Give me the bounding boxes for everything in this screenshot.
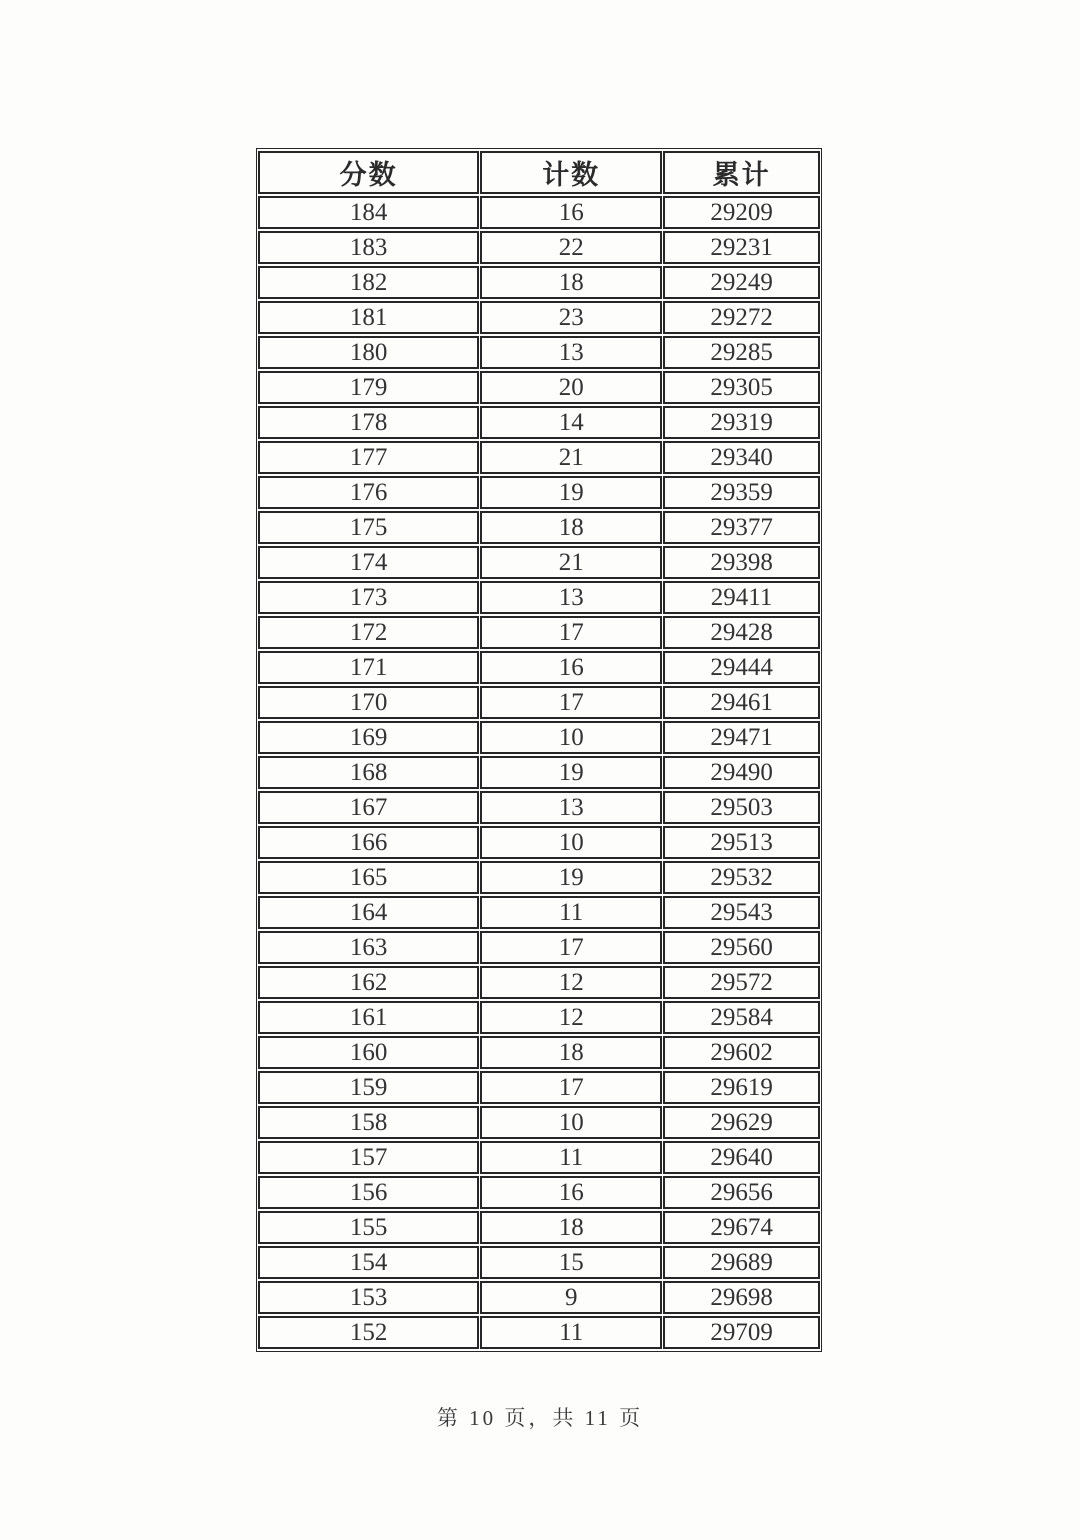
score-cell: 180 bbox=[258, 336, 479, 369]
table-row bbox=[258, 301, 820, 334]
table-row bbox=[258, 1141, 820, 1174]
count-cell: 19 bbox=[480, 756, 662, 789]
cumulative-cell: 29398 bbox=[663, 546, 820, 579]
count-cell: 23 bbox=[480, 301, 662, 334]
count-cell: 18 bbox=[480, 1211, 662, 1244]
cumulative-cell: 29656 bbox=[663, 1176, 820, 1209]
table-header-row bbox=[258, 151, 820, 194]
score-cell: 169 bbox=[258, 721, 479, 754]
count-cell: 9 bbox=[480, 1281, 662, 1314]
table-row bbox=[258, 1071, 820, 1104]
score-cell: 152 bbox=[258, 1316, 479, 1349]
table-row bbox=[258, 581, 820, 614]
score-cell: 181 bbox=[258, 301, 479, 334]
table-row bbox=[258, 266, 820, 299]
score-cell: 153 bbox=[258, 1281, 479, 1314]
count-cell: 15 bbox=[480, 1246, 662, 1279]
cumulative-cell: 29272 bbox=[663, 301, 820, 334]
score-cell: 162 bbox=[258, 966, 479, 999]
cumulative-cell: 29640 bbox=[663, 1141, 820, 1174]
count-cell: 19 bbox=[480, 476, 662, 509]
cumulative-cell: 29209 bbox=[663, 196, 820, 229]
table-row bbox=[258, 826, 820, 859]
count-cell: 10 bbox=[480, 721, 662, 754]
score-cell: 154 bbox=[258, 1246, 479, 1279]
cumulative-cell: 29249 bbox=[663, 266, 820, 299]
table-row bbox=[258, 476, 820, 509]
count-cell: 19 bbox=[480, 861, 662, 894]
cumulative-cell: 29543 bbox=[663, 896, 820, 929]
table-row bbox=[258, 791, 820, 824]
cumulative-cell: 29490 bbox=[663, 756, 820, 789]
score-cell: 184 bbox=[258, 196, 479, 229]
table-row bbox=[258, 231, 820, 264]
count-cell: 13 bbox=[480, 791, 662, 824]
count-cell: 17 bbox=[480, 1071, 662, 1104]
table-row bbox=[258, 966, 820, 999]
cumulative-cell: 29674 bbox=[663, 1211, 820, 1244]
score-cell: 175 bbox=[258, 511, 479, 544]
table-row bbox=[258, 546, 820, 579]
count-cell: 11 bbox=[480, 896, 662, 929]
count-cell: 21 bbox=[480, 546, 662, 579]
score-cell: 182 bbox=[258, 266, 479, 299]
table-row bbox=[258, 1316, 820, 1349]
cumulative-cell: 29461 bbox=[663, 686, 820, 719]
count-cell: 13 bbox=[480, 336, 662, 369]
score-cell: 167 bbox=[258, 791, 479, 824]
table-row bbox=[258, 1211, 820, 1244]
cumulative-cell: 29377 bbox=[663, 511, 820, 544]
count-cell: 20 bbox=[480, 371, 662, 404]
score-cell: 161 bbox=[258, 1001, 479, 1034]
cumulative-cell: 29340 bbox=[663, 441, 820, 474]
cumulative-cell: 29428 bbox=[663, 616, 820, 649]
table-row bbox=[258, 441, 820, 474]
score-cell: 172 bbox=[258, 616, 479, 649]
table-row bbox=[258, 861, 820, 894]
score-cell: 163 bbox=[258, 931, 479, 964]
count-cell: 17 bbox=[480, 686, 662, 719]
score-cell: 166 bbox=[258, 826, 479, 859]
table-row bbox=[258, 511, 820, 544]
column-header-cumulative: 累计 bbox=[663, 151, 820, 194]
score-cell: 170 bbox=[258, 686, 479, 719]
table-row bbox=[258, 931, 820, 964]
cumulative-cell: 29285 bbox=[663, 336, 820, 369]
cumulative-cell: 29305 bbox=[663, 371, 820, 404]
score-cell: 183 bbox=[258, 231, 479, 264]
table-row bbox=[258, 336, 820, 369]
score-cell: 168 bbox=[258, 756, 479, 789]
score-cell: 179 bbox=[258, 371, 479, 404]
page-footer: 第 10 页，共 11 页 bbox=[436, 1406, 644, 1430]
count-cell: 16 bbox=[480, 651, 662, 684]
table-row bbox=[258, 1001, 820, 1034]
table-row bbox=[258, 1246, 820, 1279]
count-cell: 18 bbox=[480, 1036, 662, 1069]
count-cell: 16 bbox=[480, 1176, 662, 1209]
table-row bbox=[258, 651, 820, 684]
score-cell: 177 bbox=[258, 441, 479, 474]
cumulative-cell: 29602 bbox=[663, 1036, 820, 1069]
table-row bbox=[258, 1176, 820, 1209]
score-cell: 164 bbox=[258, 896, 479, 929]
score-cell: 156 bbox=[258, 1176, 479, 1209]
count-cell: 11 bbox=[480, 1141, 662, 1174]
table-row bbox=[258, 756, 820, 789]
cumulative-cell: 29411 bbox=[663, 581, 820, 614]
count-cell: 14 bbox=[480, 406, 662, 439]
score-cell: 160 bbox=[258, 1036, 479, 1069]
cumulative-cell: 29709 bbox=[663, 1316, 820, 1349]
score-cell: 165 bbox=[258, 861, 479, 894]
table-row bbox=[258, 196, 820, 229]
cumulative-cell: 29698 bbox=[663, 1281, 820, 1314]
cumulative-cell: 29471 bbox=[663, 721, 820, 754]
count-cell: 22 bbox=[480, 231, 662, 264]
score-cell: 176 bbox=[258, 476, 479, 509]
score-cell: 171 bbox=[258, 651, 479, 684]
table-row bbox=[258, 1281, 820, 1314]
count-cell: 18 bbox=[480, 266, 662, 299]
count-cell: 17 bbox=[480, 616, 662, 649]
score-cell: 173 bbox=[258, 581, 479, 614]
count-cell: 21 bbox=[480, 441, 662, 474]
cumulative-cell: 29619 bbox=[663, 1071, 820, 1104]
count-cell: 18 bbox=[480, 511, 662, 544]
count-cell: 17 bbox=[480, 931, 662, 964]
table-row bbox=[258, 371, 820, 404]
cumulative-cell: 29629 bbox=[663, 1106, 820, 1139]
cumulative-cell: 29444 bbox=[663, 651, 820, 684]
score-distribution-table bbox=[256, 148, 822, 1352]
cumulative-cell: 29689 bbox=[663, 1246, 820, 1279]
cumulative-cell: 29319 bbox=[663, 406, 820, 439]
cumulative-cell: 29503 bbox=[663, 791, 820, 824]
count-cell: 16 bbox=[480, 196, 662, 229]
table-row bbox=[258, 686, 820, 719]
score-cell: 155 bbox=[258, 1211, 479, 1244]
cumulative-cell: 29560 bbox=[663, 931, 820, 964]
count-cell: 10 bbox=[480, 1106, 662, 1139]
table-row bbox=[258, 721, 820, 754]
count-cell: 10 bbox=[480, 826, 662, 859]
cumulative-cell: 29513 bbox=[663, 826, 820, 859]
table-row bbox=[258, 1106, 820, 1139]
table-row bbox=[258, 616, 820, 649]
column-header-count: 计数 bbox=[480, 151, 662, 194]
score-cell: 174 bbox=[258, 546, 479, 579]
table-row bbox=[258, 406, 820, 439]
table-body bbox=[258, 196, 820, 1349]
table-row bbox=[258, 1036, 820, 1069]
count-cell: 12 bbox=[480, 1001, 662, 1034]
score-cell: 178 bbox=[258, 406, 479, 439]
column-header-score: 分数 bbox=[258, 151, 479, 194]
count-cell: 11 bbox=[480, 1316, 662, 1349]
cumulative-cell: 29231 bbox=[663, 231, 820, 264]
score-cell: 157 bbox=[258, 1141, 479, 1174]
cumulative-cell: 29532 bbox=[663, 861, 820, 894]
cumulative-cell: 29572 bbox=[663, 966, 820, 999]
table-row bbox=[258, 896, 820, 929]
cumulative-cell: 29584 bbox=[663, 1001, 820, 1034]
cumulative-cell: 29359 bbox=[663, 476, 820, 509]
count-cell: 12 bbox=[480, 966, 662, 999]
score-cell: 159 bbox=[258, 1071, 479, 1104]
score-cell: 158 bbox=[258, 1106, 479, 1139]
count-cell: 13 bbox=[480, 581, 662, 614]
